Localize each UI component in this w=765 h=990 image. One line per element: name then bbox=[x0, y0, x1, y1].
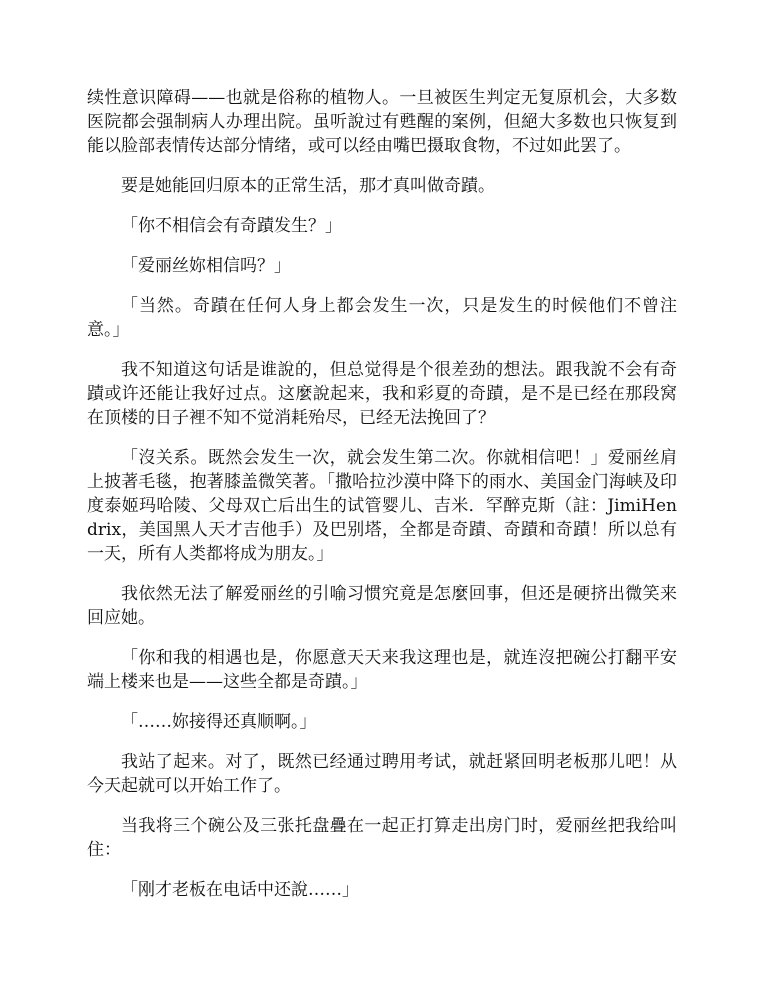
paragraph-7: 「沒关系。既然会发生一次，就会发生第二次。你就相信吧！」爱丽丝肩上披著毛毯，抱著膝盖微笑著。「撒哈拉沙漠中降下的雨水、美国金门海峡及印度泰姬玛哈陵、父母双亡后出生的试管婴儿、吉米．罕醉克斯（註：JimiHendrix，美国黑人天才吉他手）及巴别塔，全都是奇蹟、奇蹟和奇蹟！所以总有一天，所有人类都将成为朋友。」 bbox=[87, 448, 677, 564]
document-page bbox=[87, 86, 677, 918]
paragraph-8: 我依然无法了解爱丽丝的引喻习惯究竟是怎麼回事，但还是硬挤出微笑来回应她。 bbox=[87, 584, 677, 628]
paragraph-4: 「爱丽丝妳相信吗？」 bbox=[121, 256, 291, 276]
paragraph-2: 要是她能回归原本的正常生活，那才真叫做奇蹟。 bbox=[121, 176, 495, 196]
paragraph-6: 我不知道这句话是谁說的，但总觉得是个很差劲的想法。跟我說不会有奇蹟或许还能让我好过点。这麼說起来，我和彩夏的奇蹟，是不是已经在那段窝在顶楼的日子裡不知不觉消耗殆尽，已经无法挽回了？ bbox=[87, 360, 677, 428]
paragraph-5: 「当然。奇蹟在任何人身上都会发生一次，只是发生的时候他们不曾注意。」 bbox=[87, 296, 677, 340]
paragraph-12: 当我将三个碗公及三张托盘疊在一起正打算走出房门时，爱丽丝把我给叫住： bbox=[87, 816, 677, 860]
paragraph-11: 我站了起来。对了，既然已经通过聘用考试，就赶紧回明老板那儿吧！从今天起就可以开始工作了。 bbox=[87, 752, 677, 796]
paragraph-10: 「……妳接得还真顺啊。」 bbox=[121, 712, 317, 732]
paragraph-9: 「你和我的相遇也是，你愿意天天来我这理也是，就连沒把碗公打翻平安端上楼来也是——这些全都是奇蹟。」 bbox=[87, 648, 677, 692]
paragraph-13: 「刚才老板在电话中还說……」 bbox=[121, 880, 359, 900]
paragraph-1: 续性意识障碍——也就是俗称的植物人。一旦被医生判定无复原机会，大多数医院都会强制病人办理出院。虽听說过有甦醒的案例，但絕大多数也只恢复到能以脸部表情传达部分情绪，或可以经由嘴巴摄取食物，不过如此罢了。 bbox=[87, 88, 677, 156]
paragraph-3: 「你不相信会有奇蹟发生？」 bbox=[121, 216, 342, 236]
